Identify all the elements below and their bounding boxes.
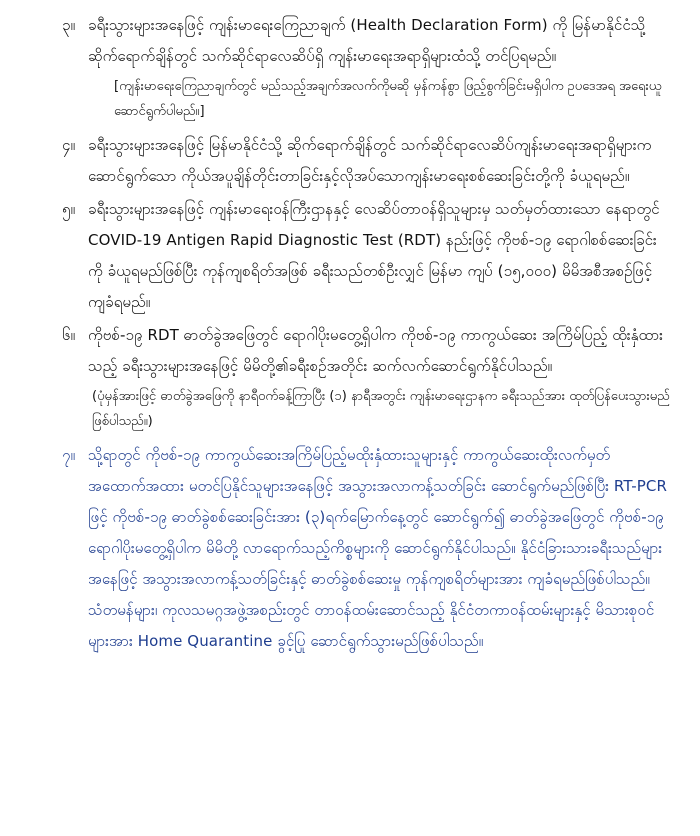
paragraph-3 <box>30 10 670 72</box>
paragraph-text: သို့ရာတွင် ကိုဗစ်-၁၉ ကာကွယ်ဆေးအကြိမ်ပြည့်မထိုးနှံထားသူများနှင့် ကာကွယ်ဆေးထိုးလက်မှတ် အထောက်အထား မတင်ပြနိုင်သူများအနေဖြင့် အသွားအလာကန့်သတ်ခြင်း ဆောင်ရွက်မည်ဖြစ်ပြီး RT-PCR ဖြင့် ကိုဗစ်-၁၉ ဓာတ်ခွဲစစ်ဆေးခြင်းအား (၃)ရက်မြောက်နေ့တွင် ဆောင်ရွက်၍ ဓာတ်ခွဲအဖြေတွင် ကိုဗစ်-၁၉ ရောဂါပိုးမတွေ့ရှိပါက မိမိတို့ လာရောက်သည့်ကိစ္စများကို ဆောင်ရွက်နိုင်ပါသည်။ နိုင်ငံခြားသားခရီးသည်များအနေဖြင့် အသွားအလာကန့်သတ်ခြင်းနှင့် ဓာတ်ခွဲစစ်ဆေးမှု ကုန်ကျစရိတ်များအား ကျခံရမည်ဖြစ်ပါသည်။ သံတမန်များ၊ ကုလသမဂ္ဂအဖွဲ့အစည်းတွင် တာဝန်ထမ်းဆောင်သည့် နိုင်ငံတကာဝန်ထမ်းများနှင့် မိသားစုဝင်များအား Home Quarantine ခွင့်ပြု ဆောင်ရွက်သွားမည်ဖြစ်ပါသည်။ <box>88 446 667 650</box>
paragraph-number: ၃။ <box>62 16 75 34</box>
paragraph-number: ၇။ <box>62 446 75 464</box>
note-test-result: (ပုံမှန်အားဖြင့် ဓာတ်ခွဲအဖြေကို နာရီဝက်ခန့်ကြာပြီး (၁) နာရီအတွင်း ကျန်းမာရေးဌာနက ခရီးသည်အား ထုတ်ပြန်ပေးသွားမည် ဖြစ်ပါသည်။) <box>92 389 670 429</box>
paragraph-number: ၄။ <box>62 136 75 154</box>
paragraph-number: ၆။ <box>62 326 75 344</box>
paragraph-text: ခရီးသွားများအနေဖြင့် ကျန်းမာရေးဝန်ကြီးဌာနနှင့် လေဆိပ်တာဝန်ရှိသူများမှ သတ်မှတ်ထားသော နေရာတွင် COVID-19 Antigen Rapid Diagnostic Test (RDT) နည်းဖြင့် ကိုဗစ်-၁၉ ရောဂါစစ်ဆေးခြင်းကို ခံယူရမည်ဖြစ်ပြီး ကုန်ကျစရိတ်အဖြစ် ခရီးသည်တစ်ဦးလျှင် မြန်မာ ကျပ် (၁၅,၀၀၀) မိမိအစီအစဉ်ဖြင့် ကျခံရမည်။ <box>88 200 660 311</box>
paragraph-text: ခရီးသွားများအနေဖြင့် ကျန်းမာရေးကြေညာချက် (Health Declaration Form) ကို မြန်မာနိုင်ငံသို့ ဆိုက်ရောက်ချိန်တွင် သက်ဆိုင်ရာလေဆိပ်ရှိ ကျန်းမာရေးအရာရှိများထံသို့ တင်ပြရမည်။ <box>88 16 646 65</box>
paragraph-7 <box>30 440 670 657</box>
paragraph-text: ခရီးသွားများအနေဖြင့် မြန်မာနိုင်ငံသို့ ဆိုက်ရောက်ချိန်တွင် သက်ဆိုင်ရာလေဆိပ်ကျန်းမာရေးအရာရှိများကဆောင်ရွက်သော ကိုယ်အပူချိန်တိုင်းတာခြင်းနှင့်လိုအပ်သောကျန်းမာရေးစစ်ဆေးခြင်းတို့ကို ခံယူရမည်။ <box>88 136 652 185</box>
paragraph-text: ကိုဗစ်-၁၉ RDT ဓာတ်ခွဲအဖြေတွင် ရောဂါပိုးမတွေ့ရှိပါက ကိုဗစ်-၁၉ ကာကွယ်ဆေး အကြိမ်ပြည့် ထိုးနှံထားသည့် ခရီးသွားများအနေဖြင့် မိမိတို့၏ခရီးစဉ်အတိုင်း ဆက်လက်ဆောင်ရွက်နိုင်ပါသည်။ <box>88 326 664 375</box>
paragraph-4 <box>30 130 670 192</box>
note-health-declaration: [ကျန်းမာရေးကြေညာချက်တွင် မည်သည့်အချက်အလက်ကိုမဆို မှန်ကန်စွာ ဖြည့်စွက်ခြင်းမရှိပါက ဥပဒေအရ အရေးယူဆောင်ရွက်ပါမည်။] <box>114 79 662 119</box>
paragraph-5 <box>30 194 670 318</box>
paragraph-number: ၅။ <box>62 200 75 218</box>
paragraph-6 <box>30 320 670 382</box>
